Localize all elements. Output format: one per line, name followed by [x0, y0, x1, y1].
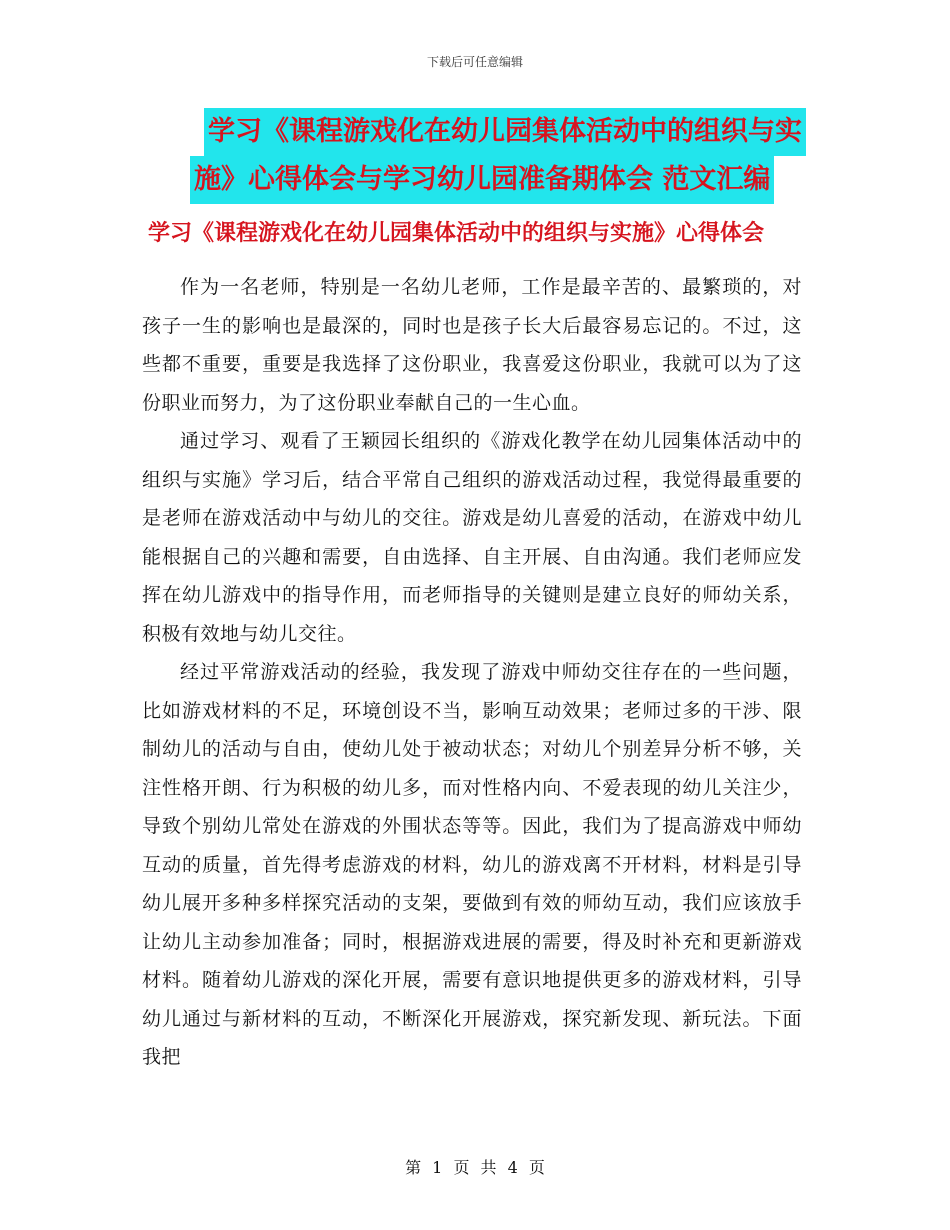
page-footer: 第 1 页 共 4 页 — [405, 1158, 545, 1177]
paragraph-2: 通过学习、观看了王颖园长组织的《游戏化教学在幼儿园集体活动中的组织与实施》学习后，结合平常自己组织的游戏活动过程，我觉得最重要的是老师在游戏活动中与幼儿的交往。游戏是幼儿喜爱的活动，在游戏中幼儿能根据自己的兴趣和需要，自由选择、自主开展、自由沟通。我们老师应发挥在幼儿游戏中的指导作用，而老师指导的关键则是建立良好的师幼关系，积极有效地与幼儿交往。 — [142, 430, 802, 645]
document-title — [190, 108, 800, 204]
body-text — [142, 268, 802, 1077]
section-title: 学习《课程游戏化在幼儿园集体活动中的组织与实施》心得体会 — [148, 221, 765, 246]
title-line-1: 学习《课程游戏化在幼儿园集体活动中的组织与实 — [204, 108, 806, 156]
header-note: 下载后可任意编辑 — [426, 55, 523, 69]
paragraph-3: 经过平常游戏活动的经验，我发现了游戏中师幼交往存在的一些问题，比如游戏材料的不足，环境创设不当，影响互动效果；老师过多的干涉、限制幼儿的活动与自由，使幼儿处于被动状态；对幼儿个别差异分析不够，关注性格开朗、行为积极的幼儿多，而对性格内向、不爱表现的幼儿关注少，导致个别幼儿常处在游戏的外围状态等等。因此，我们为了提高游戏中师幼互动的质量，首先得考虑游戏的材料，幼儿的游戏离不开材料，材料是引导幼儿展开多种多样探究活动的支架，要做到有效的师幼互动，我们应该放手让幼儿主动参加准备；同时，根据游戏进展的需要，得及时补充和更新游戏材料。随着幼儿游戏的深化开展，需要有意识地提供更多的游戏材料，引导幼儿通过与新材料的互动，不断深化开展游戏，探究新发现、新玩法。下面我把 — [142, 661, 802, 1068]
title-line-2: 施》心得体会与学习幼儿园准备期体会 范文汇编 — [190, 156, 774, 204]
paragraph-1: 作为一名老师，特别是一名幼儿老师，工作是最辛苦的、最繁琐的，对孩子一生的影响也是最深的，同时也是孩子长大后最容易忘记的。不过，这些都不重要，重要是我选择了这份职业，我喜爱这份职业，我就可以为了这份职业而努力，为了这份职业奉献自己的一生心血。 — [142, 276, 802, 414]
